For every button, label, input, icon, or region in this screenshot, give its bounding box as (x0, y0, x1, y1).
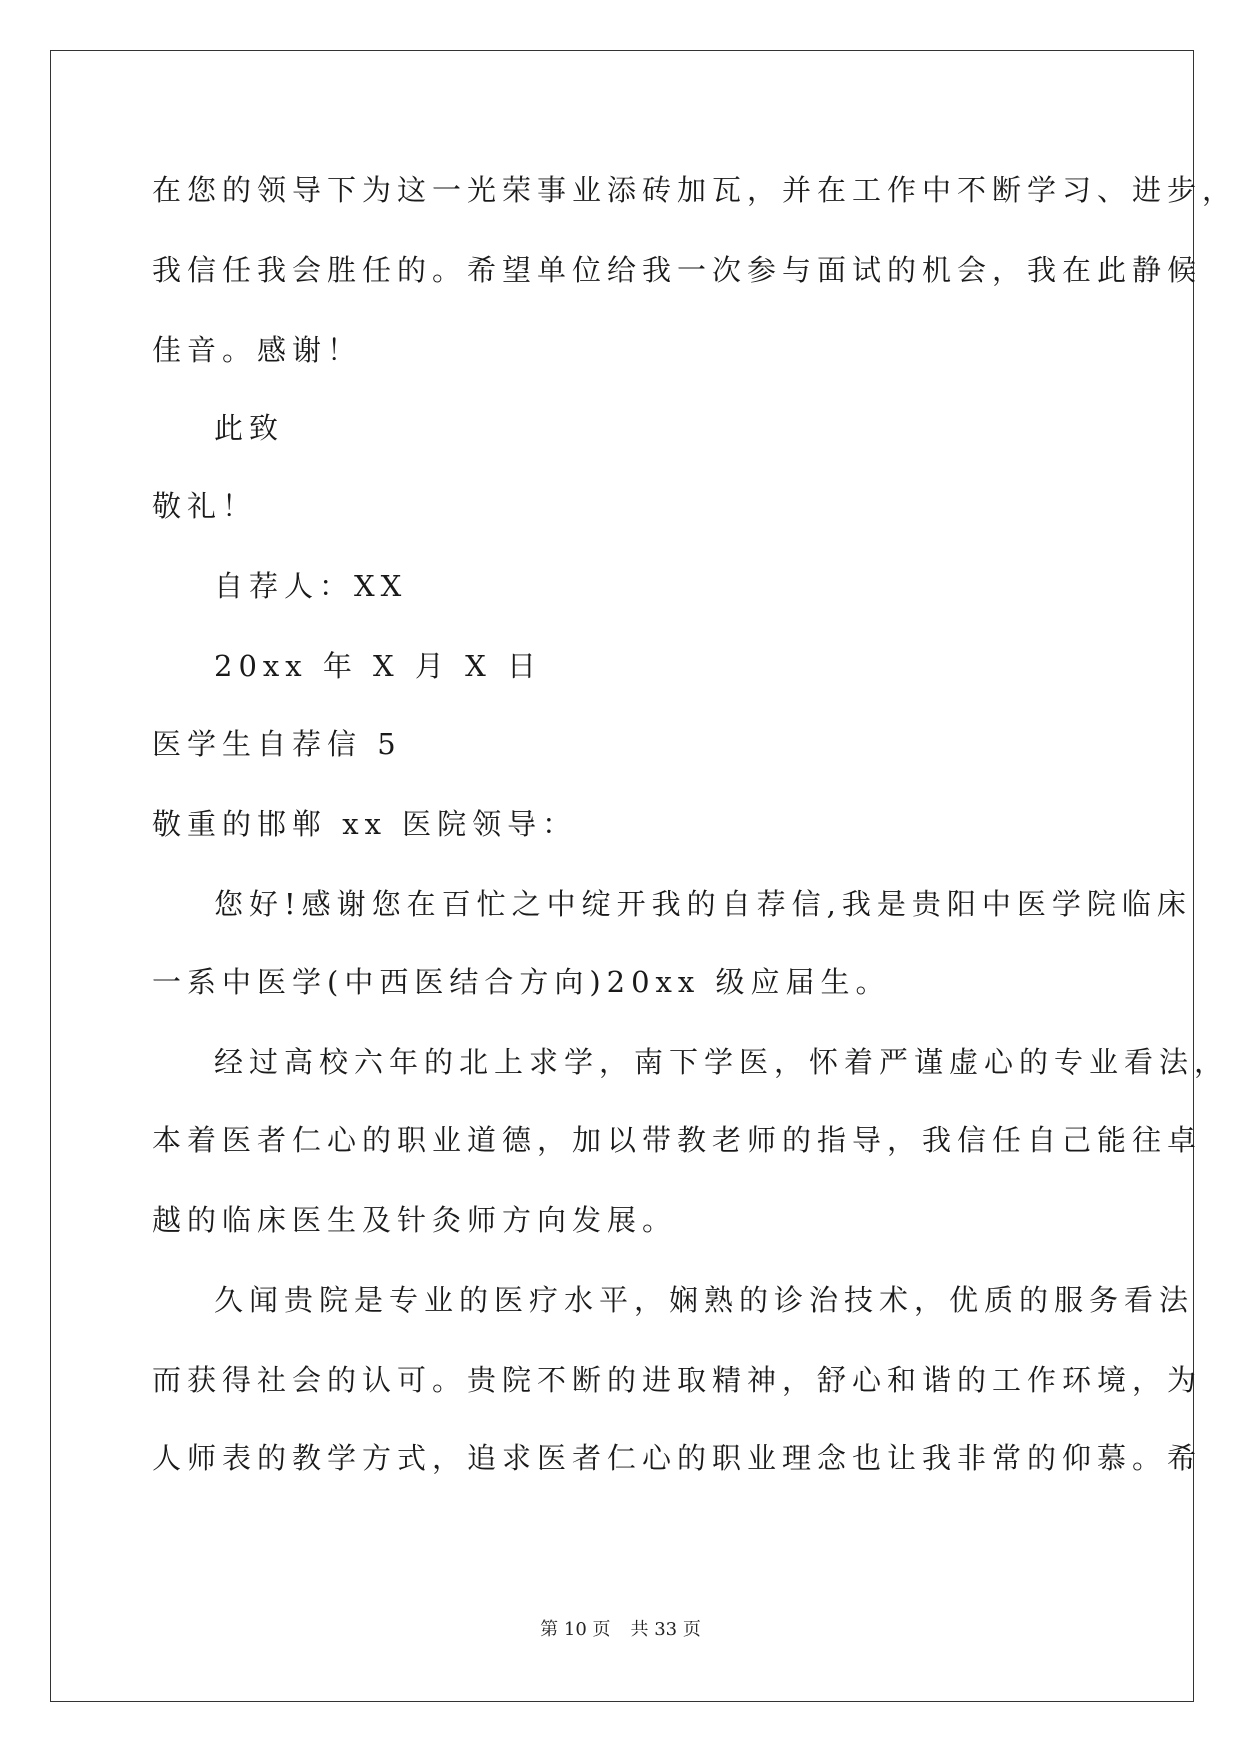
closing-regards: 敬礼！ (152, 489, 258, 523)
text-line: 而获得社会的认可。贵院不断的进取精神，舒心和谐的工作环境，为 (152, 1363, 1203, 1397)
date-line: 20xx 年 X 月 X 日 (214, 649, 542, 683)
text-line: 在您的领导下为这一光荣事业添砖加瓦，并在工作中不断学习、进步， (152, 173, 1238, 207)
page-footer (0, 1618, 1241, 1642)
text-line: 您好!感谢您在百忙之中绽开我的自荐信,我是贵阳中医学院临床 (214, 887, 1192, 921)
signature-line: 自荐人：XX (214, 569, 408, 603)
text-line: 我信任我会胜任的。希望单位给我一次参与面试的机会，我在此静候 (152, 253, 1203, 287)
text-line: 佳音。感谢！ (152, 333, 363, 367)
letter-greeting: 敬重的邯郸 xx 医院领导： (152, 807, 578, 841)
text-line: 人师表的教学方式，追求医者仁心的职业理念也让我非常的仰慕。希 (152, 1441, 1203, 1475)
closing-salutation: 此致 (214, 411, 285, 445)
text-line: 一系中医学(中西医结合方向)20xx 级应届生。 (152, 965, 891, 999)
section-title: 医学生自荐信 5 (152, 727, 402, 761)
text-line: 久闻贵院是专业的医疗水平，娴熟的诊治技术，优质的服务看法 (214, 1283, 1195, 1317)
total-pages: 共 33 页 (630, 1619, 701, 1640)
text-line: 经过高校六年的北上求学，南下学医，怀着严谨虚心的专业看法， (214, 1045, 1230, 1079)
text-line: 本着医者仁心的职业道德，加以带教老师的指导，我信任自己能往卓 (152, 1123, 1203, 1157)
current-page-number: 第 10 页 (540, 1619, 611, 1640)
text-line: 越的临床医生及针灸师方向发展。 (152, 1203, 678, 1237)
